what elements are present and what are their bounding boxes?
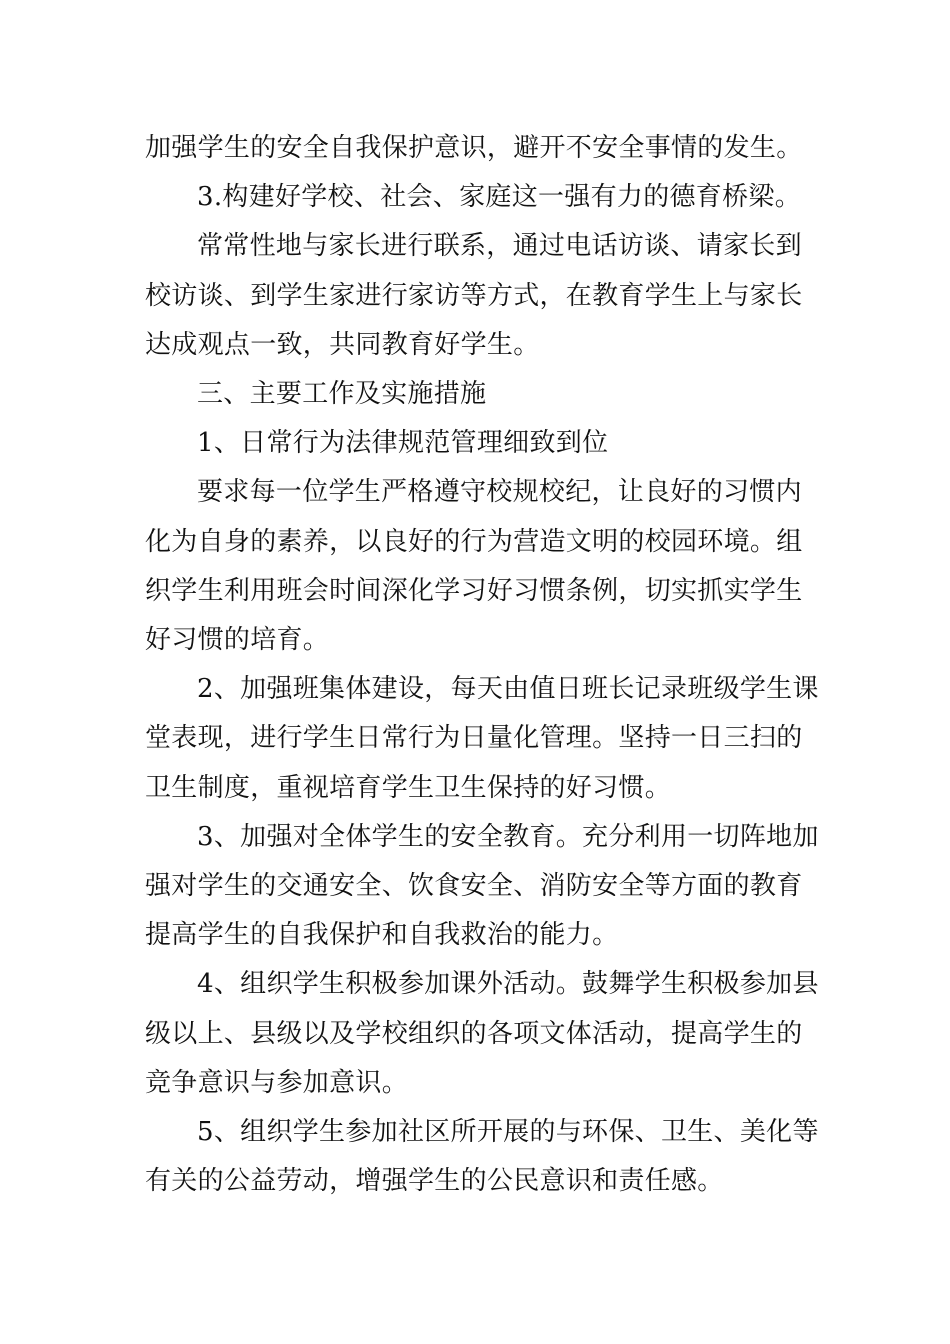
text-line: 2、加强班集体建设，每天由值日班长记录班级学生课 bbox=[197, 674, 819, 705]
text-line: 卫生制度，重视培育学生卫生保持的好习惯。 bbox=[145, 772, 672, 803]
text-line: 化为自身的素养，以良好的行为营造文明的校园环境。组 bbox=[145, 526, 803, 557]
text-line: 3.构建好学校、社会、家庭这一强有力的德育桥梁。 bbox=[197, 182, 802, 213]
text-line: 有关的公益劳动，增强学生的公民意识和责任感。 bbox=[145, 1166, 724, 1197]
text-line: 好习惯的培育。 bbox=[145, 625, 330, 656]
text-line: 堂表现，进行学生日常行为日量化管理。坚持一日三扫的 bbox=[145, 723, 803, 754]
text-line: 竞争意识与参加意识。 bbox=[145, 1067, 409, 1098]
text-line: 级以上、县级以及学校组织的各项文体活动，提高学生的 bbox=[145, 1018, 803, 1049]
text-line: 织学生利用班会时间深化学习好习惯条例，切实抓实学生 bbox=[145, 575, 803, 606]
text-line: 常常性地与家长进行联系，通过电话访谈、请家长到 bbox=[197, 231, 802, 262]
text-line: 要求每一位学生严格遵守校规校纪，让良好的习惯内 bbox=[197, 477, 802, 508]
text-line: 强对学生的交通安全、饮食安全、消防安全等方面的教育 bbox=[145, 871, 803, 902]
text-line: 提高学生的自我保护和自我救治的能力。 bbox=[145, 920, 619, 951]
text-line: 校访谈、到学生家进行家访等方式，在教育学生上与家长 bbox=[145, 280, 803, 311]
text-line: 达成观点一致，共同教育好学生。 bbox=[145, 329, 540, 360]
subsection-heading: 1、日常行为法律规范管理细致到位 bbox=[197, 428, 609, 459]
section-heading: 三、主要工作及实施措施 bbox=[197, 379, 487, 410]
text-line: 4、组织学生积极参加课外活动。鼓舞学生积极参加县 bbox=[197, 969, 819, 1000]
document-body bbox=[145, 124, 819, 1206]
text-line: 3、加强对全体学生的安全教育。充分利用一切阵地加 bbox=[197, 821, 819, 852]
text-line: 5、组织学生参加社区所开展的与环保、卫生、美化等 bbox=[197, 1117, 819, 1148]
text-line: 加强学生的安全自我保护意识，避开不安全事情的发生。 bbox=[145, 133, 803, 163]
